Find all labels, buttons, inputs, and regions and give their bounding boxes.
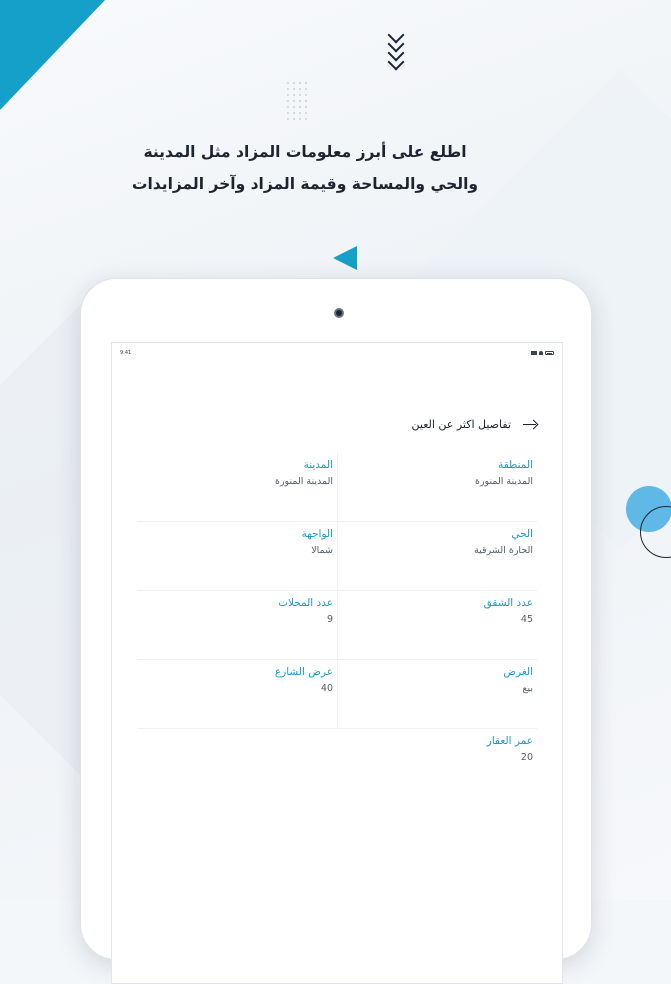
headline-line-2: والحي والمساحة وقيمة المزاد وآخر المزايدات bbox=[131, 175, 479, 193]
detail-value: شمالا bbox=[311, 545, 333, 556]
battery-icon bbox=[545, 351, 554, 355]
details-row bbox=[137, 591, 537, 660]
details-grid bbox=[137, 453, 537, 797]
detail-cell bbox=[337, 591, 537, 659]
page-title: تفاصيل اكثر عن العين bbox=[411, 418, 511, 431]
detail-label: الحي bbox=[511, 528, 533, 540]
detail-value: 9 bbox=[326, 614, 333, 625]
details-row bbox=[137, 729, 537, 797]
detail-value: 20 bbox=[520, 752, 533, 763]
detail-cell bbox=[337, 729, 537, 797]
detail-value: 45 bbox=[520, 614, 533, 625]
promo-headline bbox=[120, 136, 490, 200]
camera-icon bbox=[334, 308, 344, 318]
chevron-down-icon bbox=[387, 32, 405, 68]
details-row bbox=[137, 522, 537, 591]
corner-triangle-decoration bbox=[0, 0, 105, 110]
status-time: 9:41 bbox=[120, 350, 132, 356]
detail-value: المدينة المنورة bbox=[474, 476, 533, 487]
tablet-screen bbox=[111, 342, 563, 984]
detail-cell bbox=[137, 522, 337, 590]
details-row bbox=[137, 453, 537, 522]
detail-cell bbox=[337, 660, 537, 728]
detail-label: عدد المحلات bbox=[278, 597, 333, 609]
detail-label: المنطقة bbox=[498, 459, 533, 471]
headline-line-1: اطلع على أبرز معلومات المزاد مثل المدينة bbox=[143, 143, 467, 161]
detail-cell bbox=[137, 453, 337, 521]
detail-label: الغرض bbox=[503, 666, 533, 678]
tablet-frame bbox=[80, 278, 592, 960]
detail-label: المدينة bbox=[303, 459, 333, 471]
detail-cell bbox=[137, 660, 337, 728]
dot-pattern-decoration bbox=[285, 80, 307, 120]
status-bar bbox=[120, 348, 554, 358]
status-icons bbox=[531, 351, 554, 355]
detail-value: المدينة المنورة bbox=[274, 476, 333, 487]
detail-value: الحارة الشرقية bbox=[474, 545, 533, 556]
detail-label: الواجهة bbox=[301, 528, 333, 540]
signal-icon bbox=[531, 351, 537, 355]
detail-value: بيع bbox=[522, 683, 533, 694]
arrow-right-icon[interactable] bbox=[523, 420, 537, 430]
detail-label: عرض الشارع bbox=[274, 666, 333, 678]
detail-cell-empty bbox=[137, 729, 337, 797]
detail-label: عمر العقار bbox=[486, 735, 533, 747]
detail-label: عدد الشقق bbox=[483, 597, 533, 609]
triangle-decoration bbox=[333, 246, 357, 270]
detail-cell bbox=[337, 453, 537, 521]
detail-cell bbox=[337, 522, 537, 590]
detail-cell bbox=[137, 591, 337, 659]
details-header bbox=[412, 418, 537, 431]
wifi-icon bbox=[539, 351, 543, 355]
detail-value: 40 bbox=[320, 683, 333, 694]
details-row bbox=[137, 660, 537, 729]
